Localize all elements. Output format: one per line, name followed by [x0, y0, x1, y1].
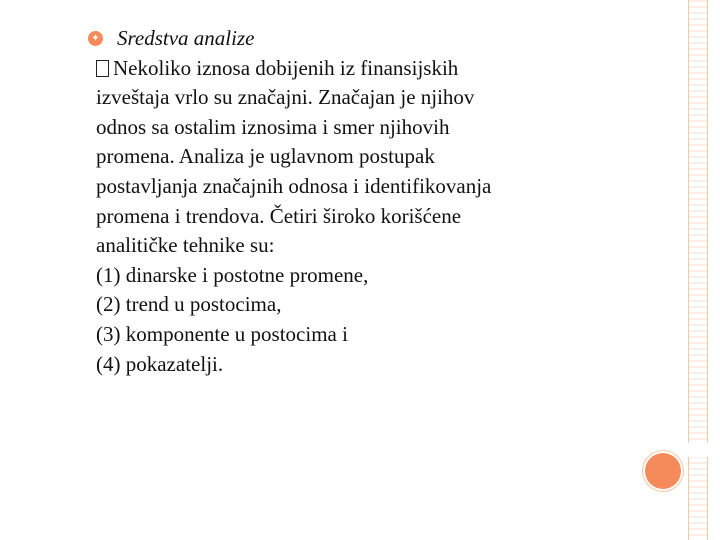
- slide-heading: Sredstva analize: [117, 26, 255, 50]
- paragraph-line: Nekoliko iznosa dobijenih iz finansijskih: [96, 54, 566, 84]
- stripe-gap: [686, 443, 710, 457]
- list-item: (3) komponente u postocima i: [96, 321, 348, 346]
- paragraph-line: analitičke tehnike su:: [96, 233, 275, 258]
- box-glyph-icon: [96, 60, 109, 77]
- paragraph-line: izveštaja vrlo su značajni. Značajan je njihov: [96, 85, 475, 110]
- slide-body: [96, 24, 566, 379]
- paragraph-line: odnos sa ostalim iznosima i smer njihovih: [96, 114, 450, 139]
- heading-row: [96, 24, 566, 54]
- paragraph-line: promena. Analiza je uglavnom postupak: [96, 144, 435, 169]
- list-item: (2) trend u postocima,: [96, 292, 282, 317]
- paragraph-line: postavljanja značajnih odnosa i identifikovanja: [96, 173, 492, 198]
- list-item: (4) pokazatelji.: [96, 351, 224, 376]
- decorative-border-stripe: [688, 0, 708, 540]
- body-paragraph: [96, 54, 566, 380]
- bullet-icon: [88, 31, 103, 46]
- list-item: (1) dinarske i postotne promene,: [96, 262, 369, 287]
- paragraph-line: promena i trendova. Četiri široko korišćene: [96, 203, 462, 228]
- decorative-circle-icon: [645, 453, 681, 489]
